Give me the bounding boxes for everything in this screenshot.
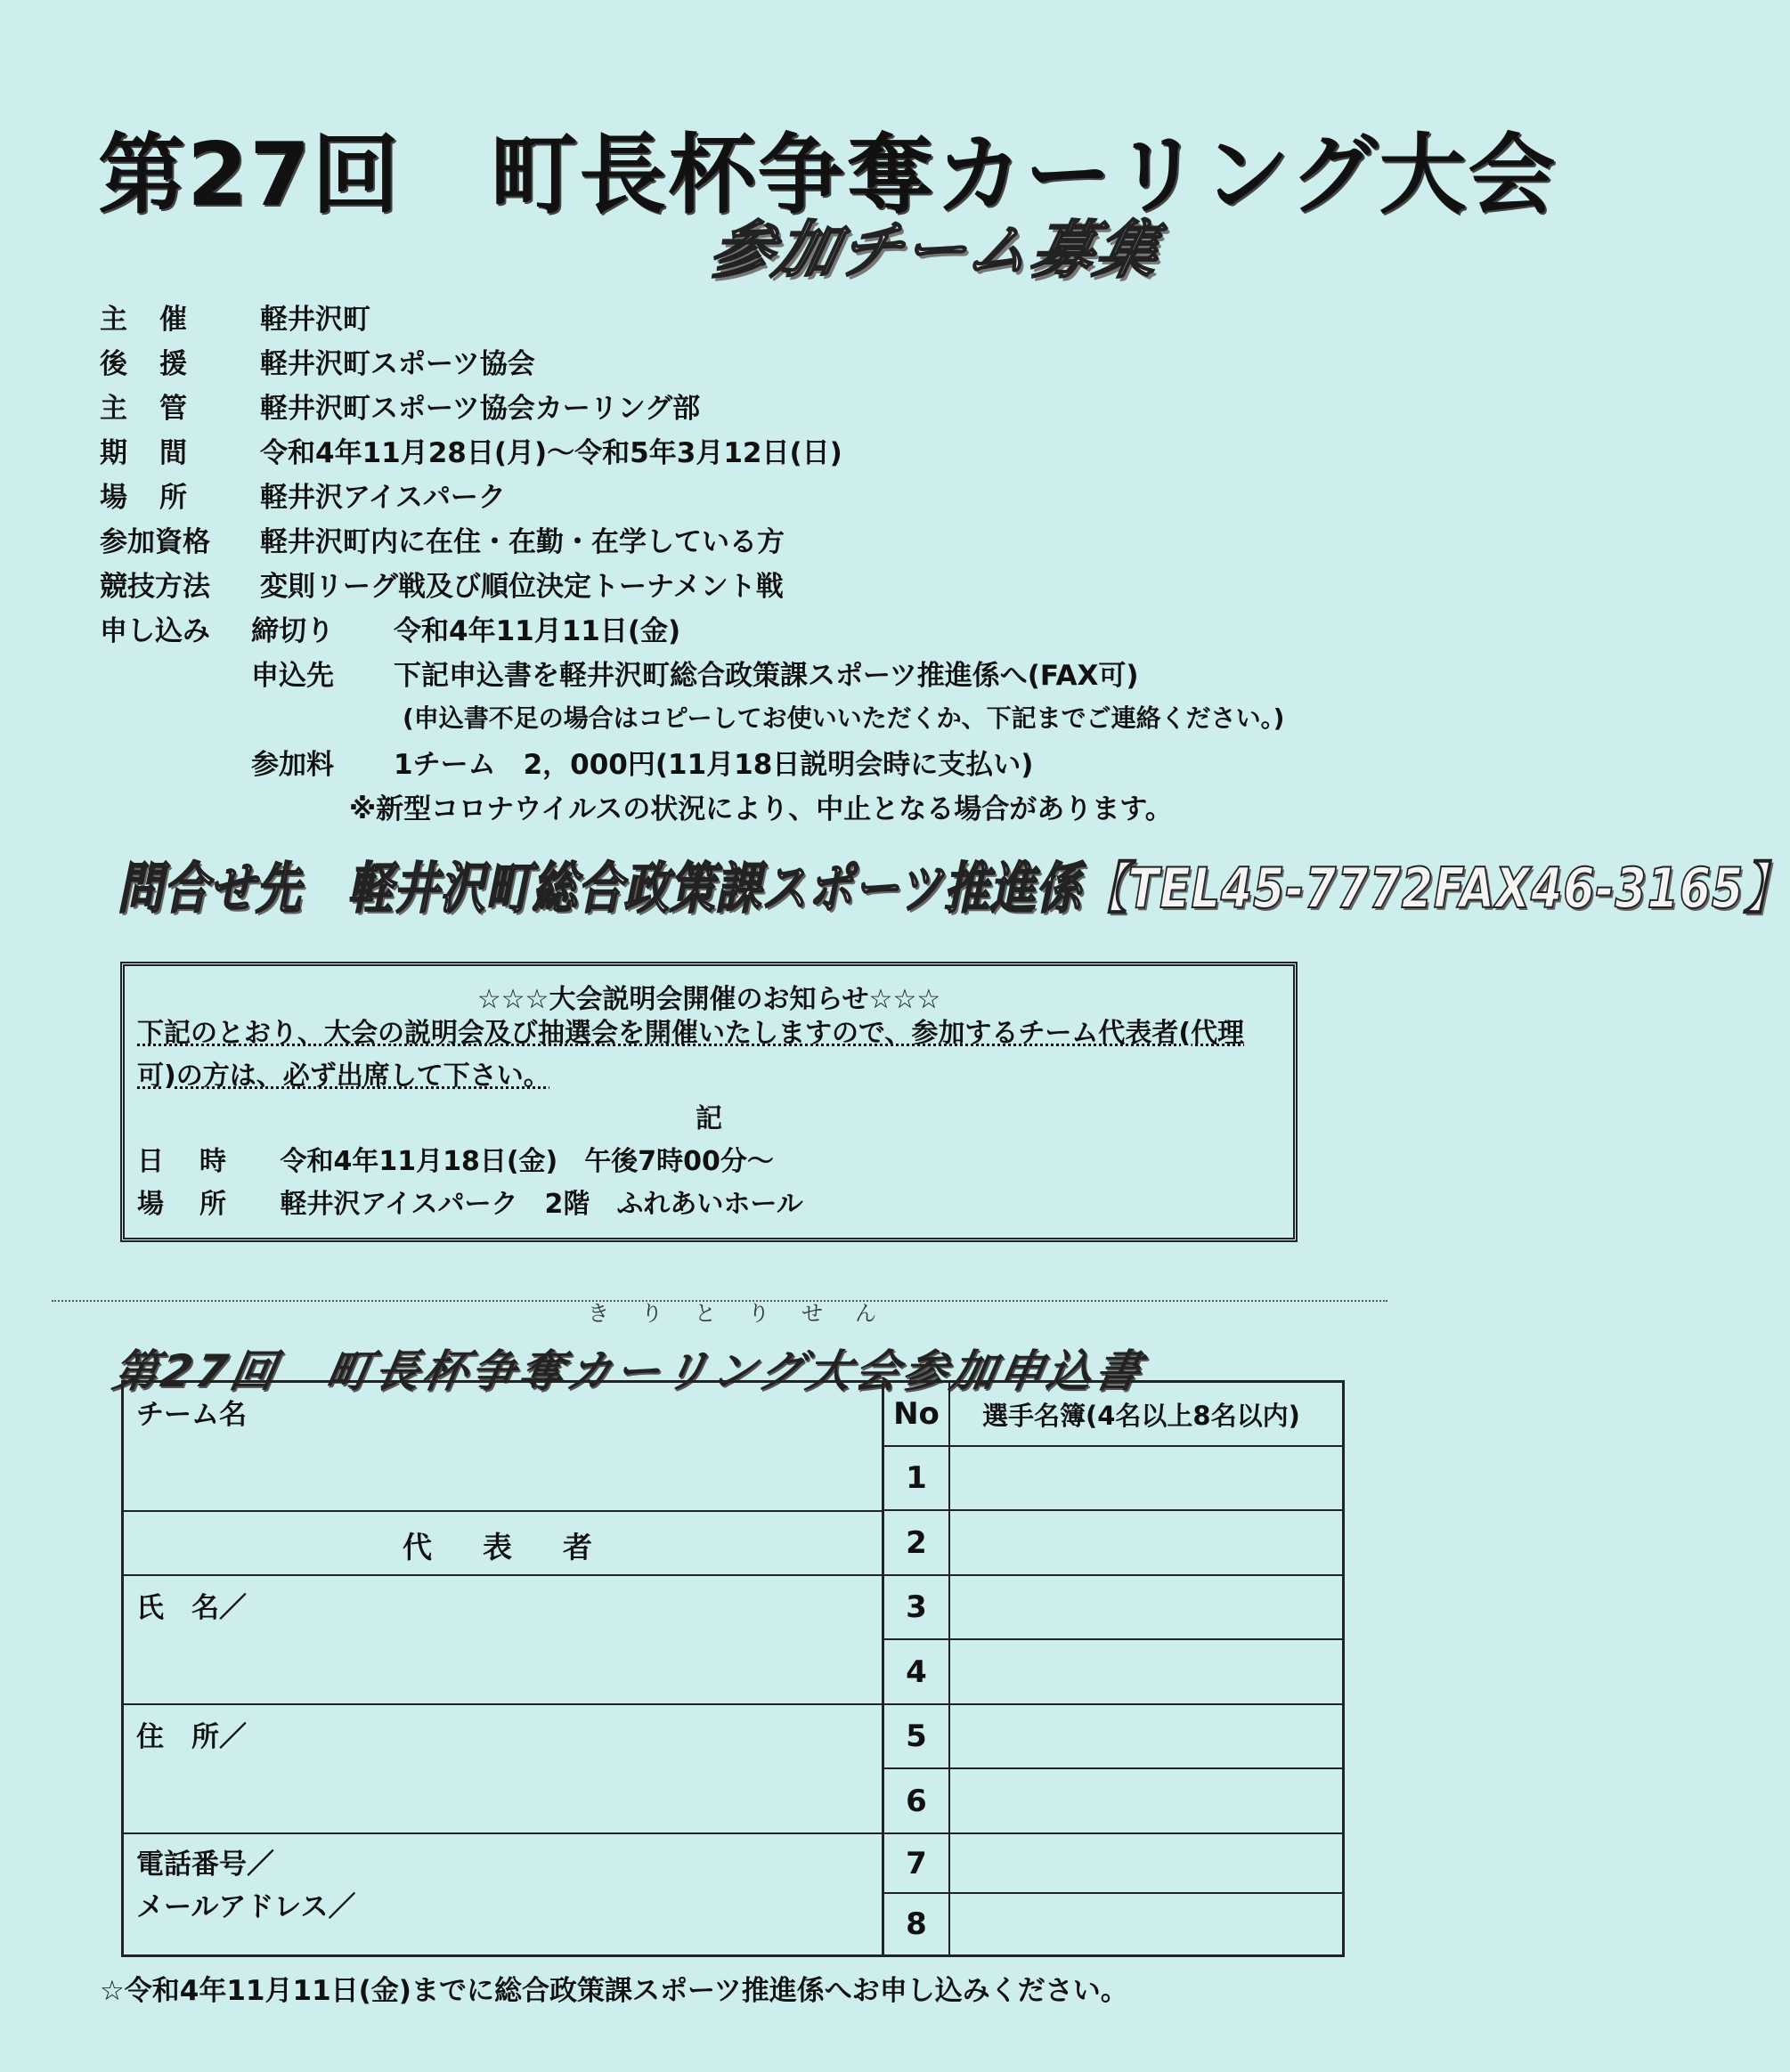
- info-value: 軽井沢町内に在住・在勤・在学している方: [260, 525, 785, 558]
- roster-name-cell[interactable]: [950, 1511, 1342, 1576]
- info-row-organizer: [100, 294, 1391, 338]
- roster-name-cell[interactable]: [950, 1834, 1342, 1894]
- application-label: 申し込み: [100, 614, 210, 647]
- info-row-support: [100, 338, 1391, 383]
- player-number: 8: [906, 1906, 927, 1942]
- covid-note: ※新型コロナウイルスの状況により、中止となる場合があります。: [349, 792, 1173, 825]
- notice-ki: 記: [696, 1103, 722, 1134]
- number-column: [884, 1383, 950, 1954]
- rep-contact-field[interactable]: [124, 1834, 882, 1954]
- info-row-destination: [100, 650, 1391, 695]
- team-info-column: [124, 1383, 884, 1954]
- destination-note: (申込書不足の場合はコピーしてお使いいただくか、下記までご連絡ください。): [403, 703, 1285, 733]
- info-row-deadline: [100, 605, 1391, 650]
- notice-place-row: [125, 1183, 1293, 1226]
- notice-body: 下記のとおり、大会の説明会及び抽選会を開催いたしますので、参加するチーム代表者(代理可)の方は、必ず出席して下さい。: [137, 1018, 1245, 1092]
- phone-label: 電話番号／: [136, 1849, 274, 1881]
- info-row-venue: [100, 472, 1391, 516]
- form-footnote: ☆令和4年11月11日(金)までに総合政策課スポーツ推進係へお申し込みください。: [100, 1975, 1128, 2007]
- notice-place-value: 軽井沢アイスパーク 2階 ふれあいホール: [280, 1189, 803, 1220]
- page-title: 第27回 町長杯争奪カーリング大会: [98, 125, 1558, 226]
- player-number: 2: [884, 1511, 948, 1576]
- info-row-management: [100, 383, 1391, 427]
- info-label: 主催: [100, 303, 219, 336]
- info-value: 軽井沢町スポーツ協会: [260, 347, 535, 380]
- player-number: 7: [884, 1834, 948, 1894]
- info-value: 令和4年11月28日(月)～令和5年3月12日(日): [260, 436, 842, 469]
- roster-name-cell[interactable]: [950, 1705, 1342, 1769]
- player-number: 1: [884, 1447, 948, 1511]
- roster-name-cell[interactable]: [950, 1576, 1342, 1640]
- roster-name-cell[interactable]: [950, 1447, 1342, 1511]
- destination-value: 下記申込書を軽井沢町総合政策課スポーツ推進係へ(FAX可): [394, 659, 1139, 692]
- application-form: [121, 1380, 1345, 1957]
- briefing-notice-box: [120, 962, 1298, 1242]
- info-value: 軽井沢町: [260, 303, 370, 336]
- cut-label: きりとりせん: [588, 1301, 908, 1326]
- contact-banner: 問合せ先 軽井沢町総合政策課スポーツ推進係【TEL45-7772FAX46-3165】: [118, 856, 1790, 921]
- info-label: 期間: [100, 436, 219, 469]
- rep-address-label: 住 所／: [136, 1721, 247, 1753]
- info-value: 変則リーグ戦及び順位決定トーナメント戦: [260, 570, 784, 603]
- page-subtitle: 参加チーム募集: [704, 214, 1168, 287]
- event-info: [100, 294, 1391, 828]
- representative-header: [124, 1512, 882, 1576]
- roster-header: 選手名簿(4名以上8名以内): [950, 1383, 1342, 1447]
- no-header: No: [884, 1383, 948, 1447]
- notice-date-row: [125, 1141, 1293, 1183]
- info-row-fee: [100, 739, 1391, 784]
- representative-label: 代 表 者: [403, 1530, 603, 1564]
- deadline-label: 締切り: [251, 614, 334, 647]
- player-number: 3: [884, 1576, 948, 1640]
- info-label: 後援: [100, 347, 219, 380]
- rep-name-field[interactable]: [124, 1576, 882, 1705]
- notice-title: ☆☆☆大会説明会開催のお知らせ☆☆☆: [476, 984, 941, 1015]
- info-label: 参加資格: [100, 525, 210, 558]
- player-number: 6: [884, 1769, 948, 1834]
- info-label: 主管: [100, 392, 219, 425]
- fee-value: 1チーム 2，000円(11月18日説明会時に支払い): [394, 748, 1034, 781]
- roster-name-cell[interactable]: [950, 1894, 1342, 1954]
- info-value: 軽井沢町スポーツ協会カーリング部: [260, 392, 701, 425]
- notice-place-label: 場所: [137, 1189, 262, 1220]
- team-name-field[interactable]: [124, 1383, 882, 1512]
- info-value: 軽井沢アイスパーク: [260, 481, 506, 514]
- notice-date-label: 日時: [137, 1146, 262, 1177]
- player-number: 5: [884, 1705, 948, 1769]
- rep-name-label: 氏 名／: [136, 1592, 247, 1624]
- info-row-format: [100, 561, 1391, 605]
- roster-column: [950, 1383, 1342, 1954]
- form-title: 第27回 町長杯争奪カーリング大会参加申込書: [109, 1345, 1149, 1397]
- player-number: 4: [884, 1640, 948, 1705]
- roster-name-cell[interactable]: [950, 1640, 1342, 1705]
- team-name-label: チーム名: [136, 1399, 247, 1431]
- info-label: 場所: [100, 481, 219, 514]
- roster-name-cell[interactable]: [950, 1769, 1342, 1834]
- destination-label: 申込先: [251, 659, 334, 692]
- notice-date-value: 令和4年11月18日(金) 午後7時00分～: [280, 1146, 774, 1177]
- info-label: 競技方法: [100, 570, 210, 603]
- fee-label: 参加料: [251, 748, 334, 781]
- email-label: メールアドレス／: [136, 1891, 356, 1923]
- rep-address-field[interactable]: [124, 1705, 882, 1834]
- info-row-eligibility: [100, 516, 1391, 561]
- deadline-value: 令和4年11月11日(金): [394, 614, 681, 647]
- info-row-period: [100, 427, 1391, 472]
